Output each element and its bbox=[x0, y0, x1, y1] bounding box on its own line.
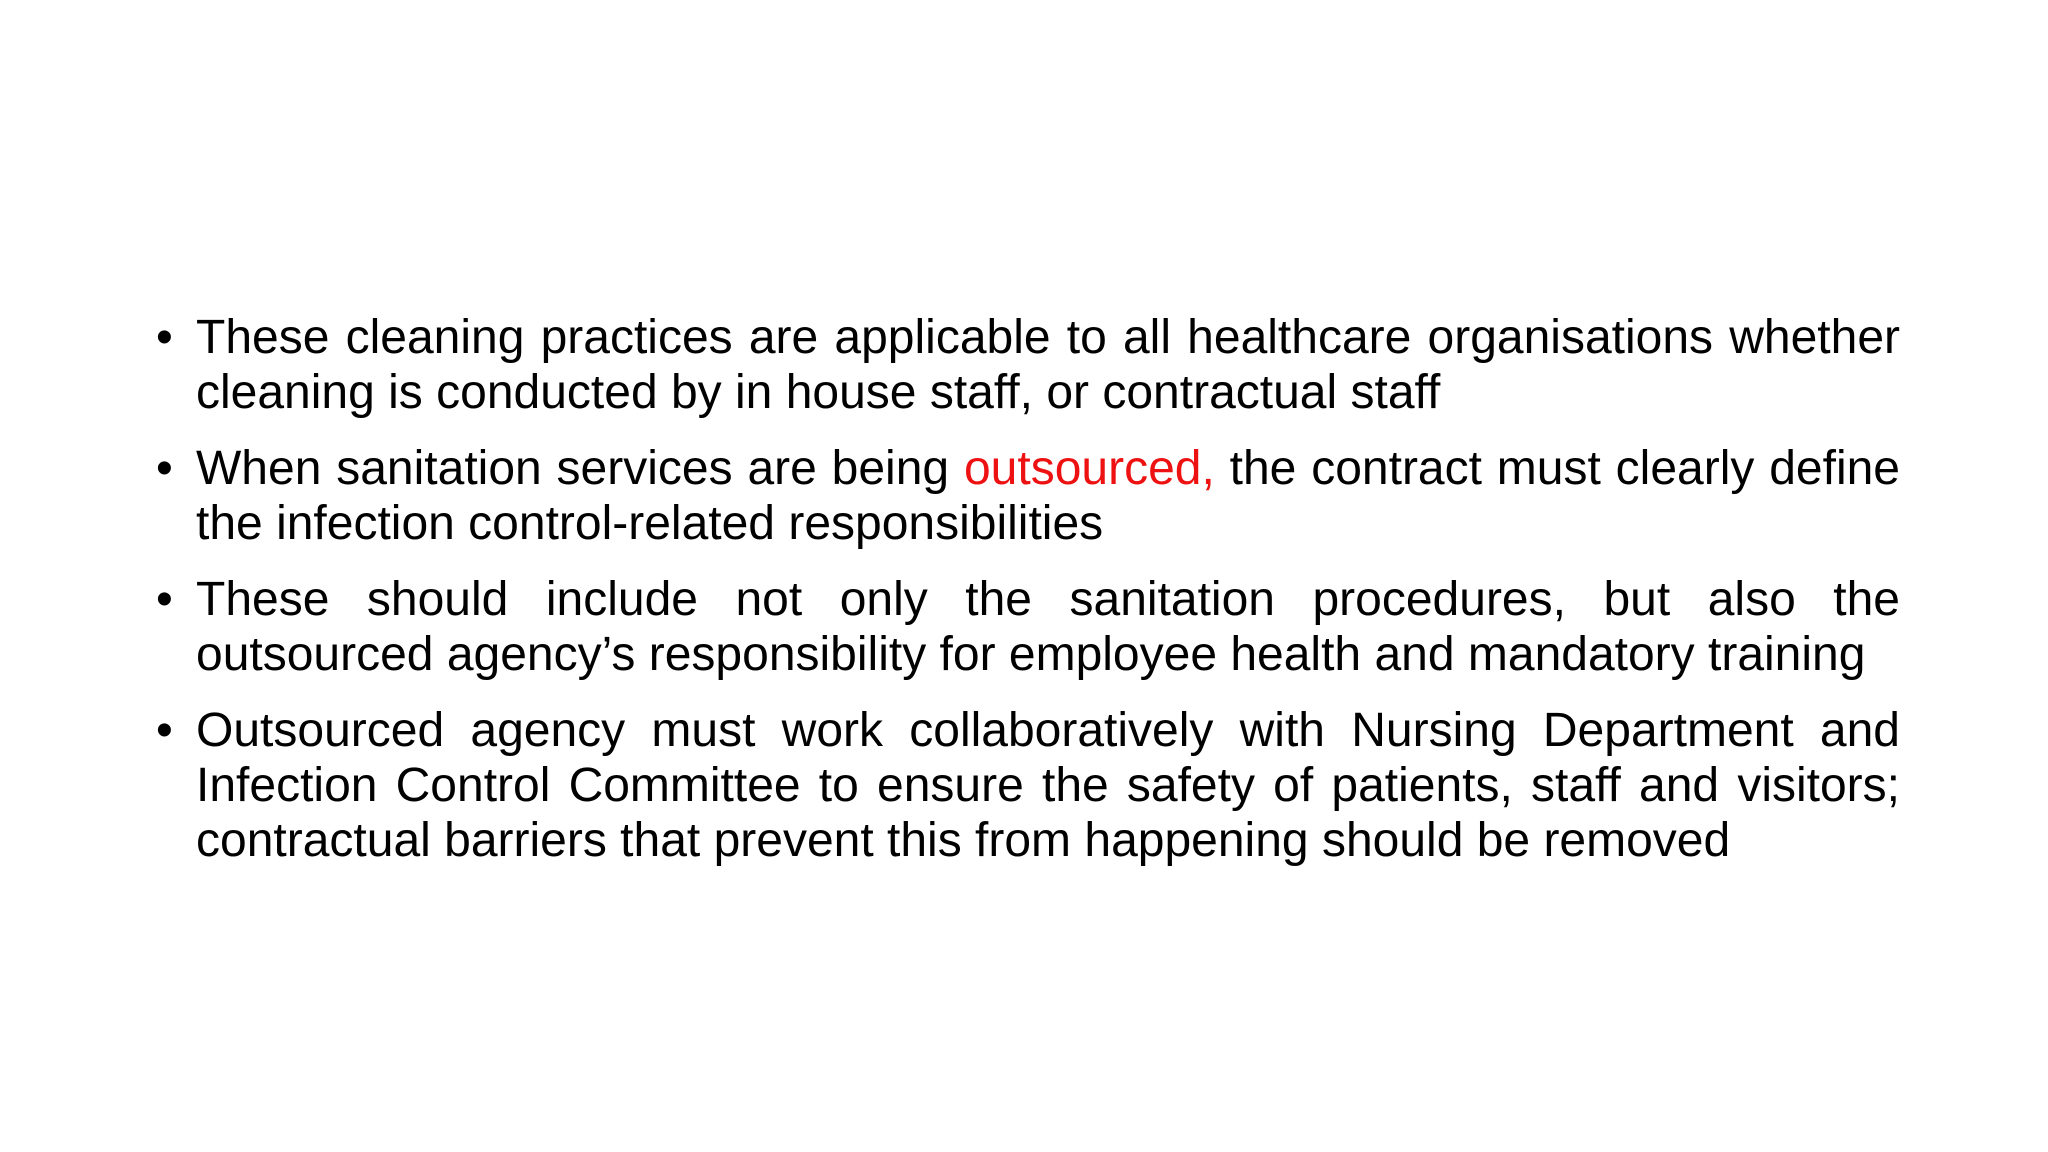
bullet-text: Outsourced agency must work collaboratively with Nursing Department and Infection Control Committee to ensure the safety of patients, staff and visitors; contractual barriers that prevent this from happening should be removed bbox=[196, 704, 1900, 867]
bullet-icon: • bbox=[156, 442, 173, 495]
bullet-item-outsourced-contract bbox=[150, 441, 1900, 551]
bullet-icon: • bbox=[156, 311, 173, 364]
bullet-text: These should include not only the sanitation procedures, but also the outsourced agency’s responsibility for employee health and mandatory training bbox=[196, 573, 1900, 681]
bullet-item-cleaning-practices bbox=[150, 310, 1900, 420]
bullet-item-collaboration bbox=[150, 703, 1900, 868]
bullet-item-agency-responsibility bbox=[150, 572, 1900, 682]
bullet-text: These cleaning practices are applicable to all healthcare organisations whether cleaning is conducted by in house staff, or contractual staff bbox=[196, 311, 1900, 419]
bullet-icon: • bbox=[156, 704, 173, 757]
bullet-list bbox=[150, 310, 1900, 889]
bullet-icon: • bbox=[156, 573, 173, 626]
highlighted-word: outsourced, bbox=[963, 442, 1215, 495]
bullet-text-start: When sanitation services are being bbox=[196, 442, 964, 495]
bullet-text-end: the contract must clearly define the infection control-related responsibilities bbox=[196, 442, 1901, 550]
